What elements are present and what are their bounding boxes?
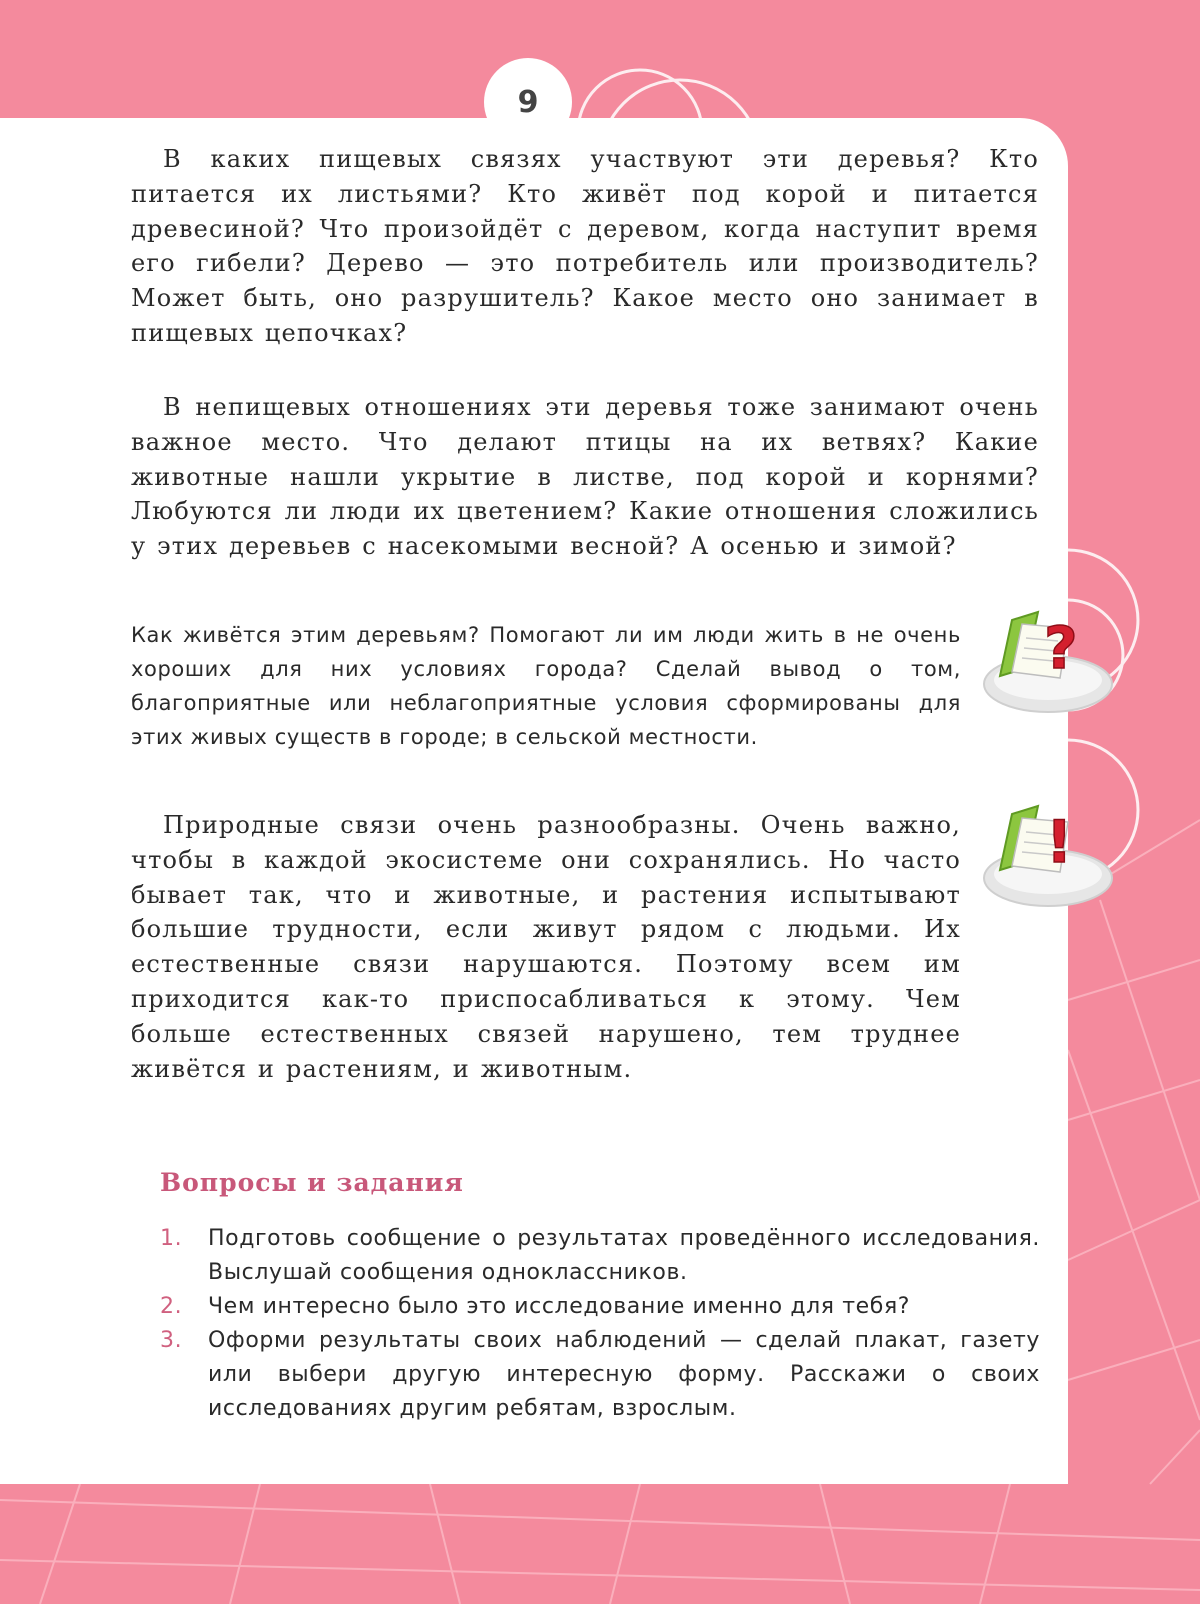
task-number: 3. — [160, 1328, 183, 1353]
paragraph-natural-links: Природные связи очень разнообразны. Очень важно, чтобы в каждой экосистеме они сохранялись. Но часто бывает так, что и животные, и растения испытывают большие трудности, если живут рядом с людьми. Их естественные связи нарушаются. Поэтому всем им приходится как-то приспосабливаться к этому. Чем больше естественных связей нарушено, тем труднее живётся и растениям, и животным. — [131, 811, 961, 1083]
questions-heading: Вопросы и задания — [160, 1168, 464, 1197]
task-number: 2. — [160, 1294, 183, 1319]
svg-text:?: ? — [1044, 614, 1078, 682]
task-text: Подготовь сообщение о результатах проведённого исследования. Выслушай сообщения одноклассников. — [208, 1226, 1040, 1285]
book-exclamation-icon — [980, 800, 1116, 910]
task-item — [160, 1290, 1040, 1324]
task-item — [160, 1222, 1040, 1290]
task-text: Оформи результаты своих наблюдений — сделай плакат, газету или выбери другую интересную форму. Расскажи о своих исследованиях другим ребятам, взрослым. — [208, 1328, 1040, 1421]
svg-text:!: ! — [1046, 808, 1073, 876]
page-number: 9 — [484, 58, 572, 146]
paragraph-question-conclusion: Как живётся этим деревьям? Помогают ли им люди жить в не очень хороших для них условиях города? Сделай вывод о том, благоприятные или неблагоприятные условия сформированы для этих живых существ в городе; в сельской местности. — [131, 623, 961, 749]
task-text: Чем интересно было это исследование именно для тебя? — [208, 1294, 911, 1319]
paragraph-food-chains: В каких пищевых связях участвуют эти деревья? Кто питается их листьями? Кто живёт под корой и питается древесиной? Что произойдёт с деревом, когда наступит время его гибели? Дерево — это потребитель или производитель? Может быть, оно разрушитель? Какое место оно занимает в пищевых цепочках? — [131, 145, 1039, 347]
paragraph-non-food-relations: В непищевых отношениях эти деревья тоже занимают очень важное место. Что делают птицы на их ветвях? Какие животные нашли укрытие в листве, под корой и корнями? Любуются ли люди их цветением? Какие отношения сложились у этих деревьев с насекомыми весной? А осенью и зимой? — [131, 393, 1039, 561]
task-item — [160, 1324, 1040, 1426]
task-number: 1. — [160, 1226, 183, 1251]
book-question-icon — [980, 606, 1116, 716]
